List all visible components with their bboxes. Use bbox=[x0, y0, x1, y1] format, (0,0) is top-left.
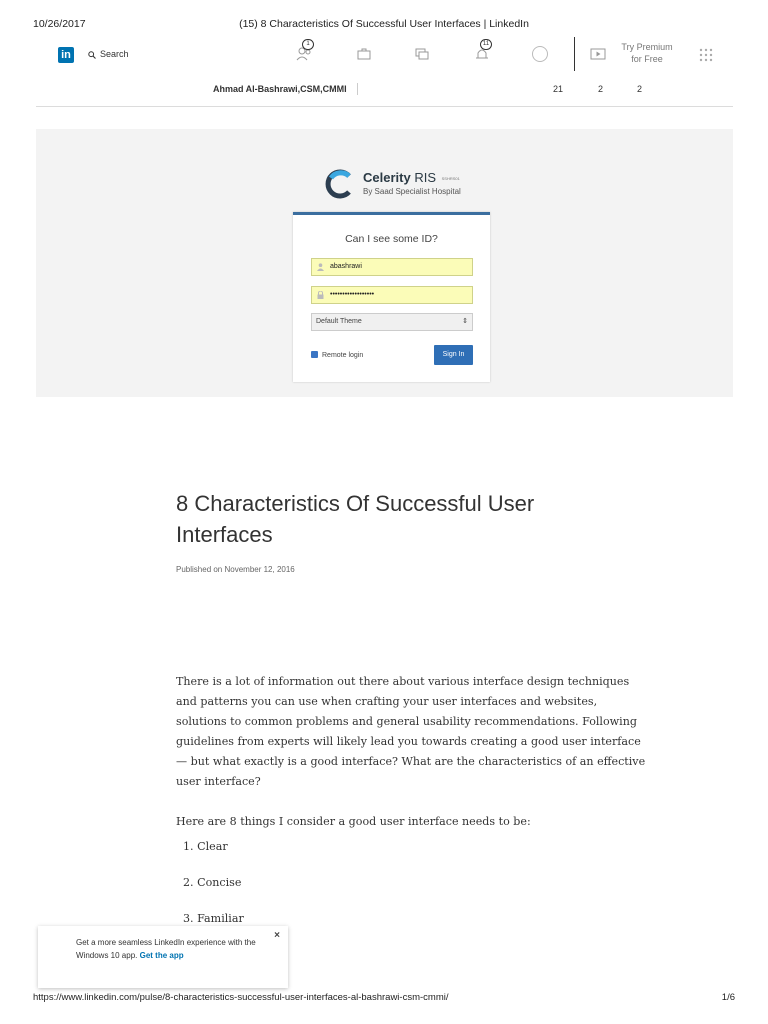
brand-suffix: RIS bbox=[414, 170, 436, 185]
notifications-badge: 11 bbox=[480, 39, 492, 50]
jobs-icon[interactable] bbox=[355, 45, 373, 63]
learning-icon[interactable] bbox=[589, 45, 607, 63]
username-value: abashrawi bbox=[330, 263, 362, 270]
print-url: https://www.linkedin.com/pulse/8-characteristics-successful-user-interfaces-al-bashrawi-csm-cmmi/ bbox=[33, 992, 449, 1003]
theme-value: Default Theme bbox=[316, 318, 362, 325]
profile-separator bbox=[357, 83, 358, 95]
page-number: 1/6 bbox=[721, 992, 735, 1003]
print-title: (15) 8 Characteristics Of Successful User Interfaces | LinkedIn bbox=[239, 18, 529, 30]
network-icon[interactable] bbox=[295, 41, 313, 63]
password-value: •••••••••••••••••• bbox=[330, 291, 375, 298]
article-title: 8 Characteristics Of Successful User Interfaces bbox=[176, 491, 535, 547]
author-name[interactable]: Ahmad Al-Bashrawi,CSM,CMMI bbox=[213, 84, 347, 94]
print-header bbox=[33, 18, 735, 32]
username-field bbox=[311, 258, 473, 276]
list-item: 3. Familiar bbox=[183, 912, 244, 925]
login-panel bbox=[293, 212, 490, 382]
windows-app-toast bbox=[38, 926, 288, 988]
checkbox-checked-icon bbox=[311, 351, 318, 358]
theme-select bbox=[311, 313, 473, 331]
hero-image bbox=[36, 129, 733, 397]
search-label: Search bbox=[100, 49, 129, 59]
article-paragraph: Here are 8 things I consider a good user interface needs to be: bbox=[176, 815, 531, 828]
top-navigation bbox=[36, 36, 733, 72]
article-body bbox=[176, 672, 646, 852]
celerity-brand bbox=[363, 170, 460, 185]
close-icon[interactable]: × bbox=[274, 930, 280, 941]
article-published-date: Published on November 12, 2016 bbox=[176, 565, 295, 574]
login-heading: Can I see some ID? bbox=[345, 233, 438, 245]
try-premium-link[interactable]: Try Premium for Free bbox=[621, 42, 673, 64]
celerity-logo-icon bbox=[325, 169, 355, 199]
select-arrows-icon: ⇕ bbox=[462, 318, 468, 325]
lock-icon bbox=[317, 291, 324, 299]
user-icon bbox=[317, 263, 324, 271]
print-date: 10/26/2017 bbox=[33, 18, 86, 30]
profile-bar bbox=[36, 77, 733, 107]
brand-version: SSHRS01 bbox=[441, 176, 460, 182]
stat-likes[interactable]: 21 bbox=[553, 84, 564, 94]
linkedin-logo[interactable]: in bbox=[58, 47, 74, 63]
notifications-icon[interactable] bbox=[473, 41, 491, 63]
network-badge: 1 bbox=[302, 39, 314, 50]
search-bar[interactable] bbox=[88, 47, 129, 61]
nav-divider bbox=[574, 37, 575, 71]
stat-comments[interactable]: 2 bbox=[598, 84, 604, 94]
search-icon bbox=[88, 51, 96, 59]
apps-grid-icon[interactable] bbox=[699, 48, 713, 62]
remote-login-label: Remote login bbox=[322, 352, 364, 359]
list-item: 1. Clear bbox=[183, 840, 228, 853]
remote-login-checkbox bbox=[311, 351, 363, 361]
article-paragraph: There is a lot of information out there about various interface design techniques and patterns you can use when crafting your user interfaces and websites, solutions to common problems and general usability recommendations. Following guidelines from experts will likely lead you towards creating a good user interface — but what exactly is a good interface? What are the characteristics of an effective user interface? bbox=[176, 675, 646, 788]
toast-message bbox=[76, 936, 271, 962]
profile-icon[interactable] bbox=[531, 45, 549, 63]
messaging-icon[interactable] bbox=[413, 45, 431, 63]
list-item: 2. Concise bbox=[183, 876, 242, 889]
print-footer bbox=[33, 992, 735, 1006]
password-field bbox=[311, 286, 473, 304]
get-the-app-link[interactable]: Get the app bbox=[139, 951, 184, 960]
brand-name: Celerity bbox=[363, 170, 411, 185]
stat-shares[interactable]: 2 bbox=[637, 84, 643, 94]
brand-byline: By Saad Specialist Hospital bbox=[363, 187, 461, 196]
toast-text: Get a more seamless LinkedIn experience with the Windows 10 app. bbox=[76, 938, 256, 960]
sign-in-button: Sign In bbox=[434, 345, 473, 365]
